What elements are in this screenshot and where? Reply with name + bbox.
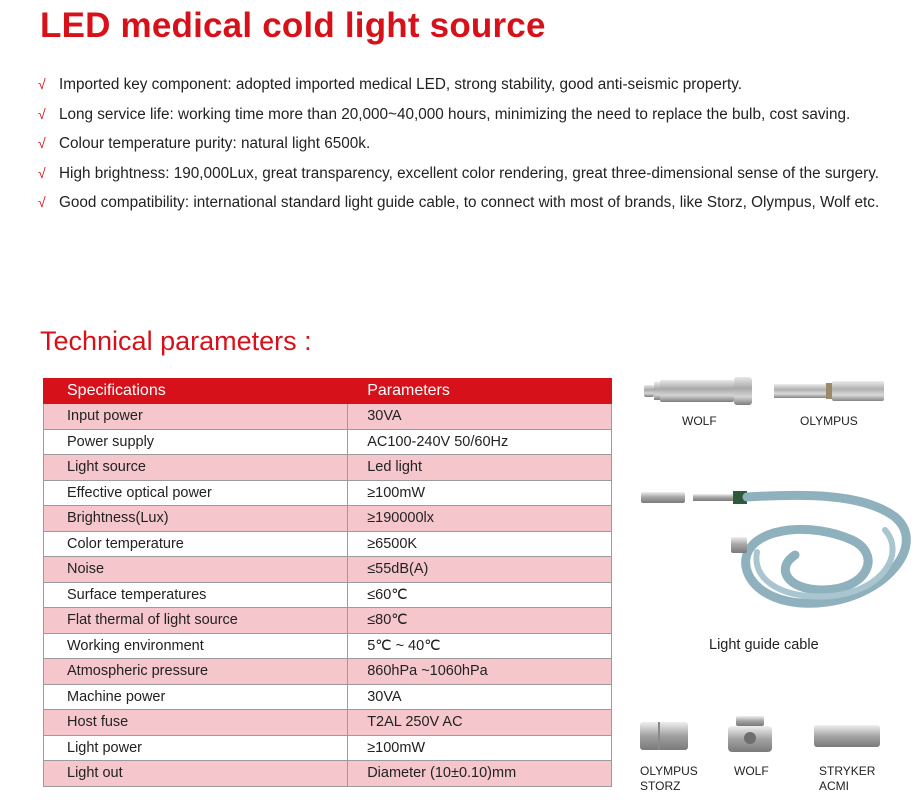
spec-value: 5℃ ~ 40℃ [348, 633, 612, 659]
spec-value: Diameter (10±0.10)mm [348, 761, 612, 787]
table-row [44, 429, 612, 455]
feature-item [38, 100, 898, 130]
olympus-storz-caption [640, 764, 698, 794]
olympus-adapter-image [774, 378, 886, 404]
spec-value: ≥100mW [348, 735, 612, 761]
olympus-storz-line1: OLYMPUS [640, 764, 698, 778]
check-icon: √ [38, 135, 46, 151]
spec-name: Flat thermal of light source [44, 608, 348, 634]
spec-name: Color temperature [44, 531, 348, 557]
section-title: Technical parameters : [40, 326, 312, 356]
wolf-adapter-bottom-image [722, 714, 778, 756]
feature-item [38, 159, 898, 189]
spec-value: ≥6500K [348, 531, 612, 557]
spec-name: Surface temperatures [44, 582, 348, 608]
spec-value: AC100-240V 50/60Hz [348, 429, 612, 455]
check-icon: √ [38, 76, 46, 92]
table-row [44, 404, 612, 430]
spec-name: Atmospheric pressure [44, 659, 348, 685]
wolf-bottom-caption: WOLF [734, 764, 769, 778]
olympus-storz-adapter-image [638, 718, 690, 754]
spec-name: Light power [44, 735, 348, 761]
light-guide-cable-caption: Light guide cable [709, 637, 819, 653]
spec-name: Brightness(Lux) [44, 506, 348, 532]
spec-value: ≤60℃ [348, 582, 612, 608]
check-icon: √ [38, 194, 46, 210]
table-row [44, 455, 612, 481]
spec-name: Working environment [44, 633, 348, 659]
spec-value: 30VA [348, 684, 612, 710]
stryker-acmi-adapter-image [812, 722, 882, 750]
spec-name: Power supply [44, 429, 348, 455]
table-row [44, 633, 612, 659]
page-title: LED medical cold light source [40, 6, 546, 45]
table-row [44, 480, 612, 506]
stryker-acmi-caption [819, 764, 875, 794]
feature-list [38, 70, 898, 218]
spec-name: Light source [44, 455, 348, 481]
feature-text: High brightness: 190,000Lux, great transparency, excellent color rendering, great three-dimensional sense of the surgery. [59, 164, 879, 182]
table-row [44, 761, 612, 787]
table-header [44, 379, 612, 404]
table-row [44, 684, 612, 710]
wolf-caption: WOLF [682, 414, 717, 428]
check-icon: √ [38, 164, 46, 181]
header-cell: Specifications [44, 379, 348, 404]
table-row [44, 659, 612, 685]
spec-name: Host fuse [44, 710, 348, 736]
olympus-caption: OLYMPUS [800, 414, 858, 428]
feature-item [38, 188, 898, 218]
wolf-adapter-image [644, 374, 756, 408]
spec-value: Led light [348, 455, 612, 481]
spec-value: ≥190000lx [348, 506, 612, 532]
header-cell: Parameters [348, 379, 612, 404]
spec-table [43, 378, 612, 787]
stryker-acmi-line2: ACMI [819, 779, 849, 793]
stryker-acmi-line1: STRYKER [819, 764, 876, 778]
table-row [44, 557, 612, 583]
spec-name: Light out [44, 761, 348, 787]
table-row [44, 735, 612, 761]
table-row [44, 531, 612, 557]
spec-value: ≤55dB(A) [348, 557, 612, 583]
spec-name: Effective optical power [44, 480, 348, 506]
feature-item [38, 70, 898, 100]
table-row [44, 582, 612, 608]
feature-text: Good compatibility: international standard light guide cable, to connect with most of brands, like Storz, Olympus, Wolf etc. [59, 194, 880, 211]
spec-value: ≤80℃ [348, 608, 612, 634]
spec-value: T2AL 250V AC [348, 710, 612, 736]
table-row [44, 506, 612, 532]
feature-item [38, 129, 898, 159]
spec-name: Noise [44, 557, 348, 583]
check-icon: √ [38, 105, 46, 122]
spec-value: ≥100mW [348, 480, 612, 506]
table-row [44, 608, 612, 634]
olympus-storz-line2: STORZ [640, 779, 681, 793]
light-guide-cable-image [637, 482, 917, 628]
feature-text: Long service life: working time more than 20,000~40,000 hours, minimizing the need to replace the bulb, cost saving. [59, 105, 851, 123]
spec-value: 30VA [348, 404, 612, 430]
feature-text: Colour temperature purity: natural light 6500k. [59, 135, 371, 152]
spec-name: Machine power [44, 684, 348, 710]
table-row [44, 710, 612, 736]
spec-value: 860hPa ~1060hPa [348, 659, 612, 685]
feature-text: Imported key component: adopted imported medical LED, strong stability, good anti-seismic property. [59, 76, 743, 93]
spec-name: Input power [44, 404, 348, 430]
